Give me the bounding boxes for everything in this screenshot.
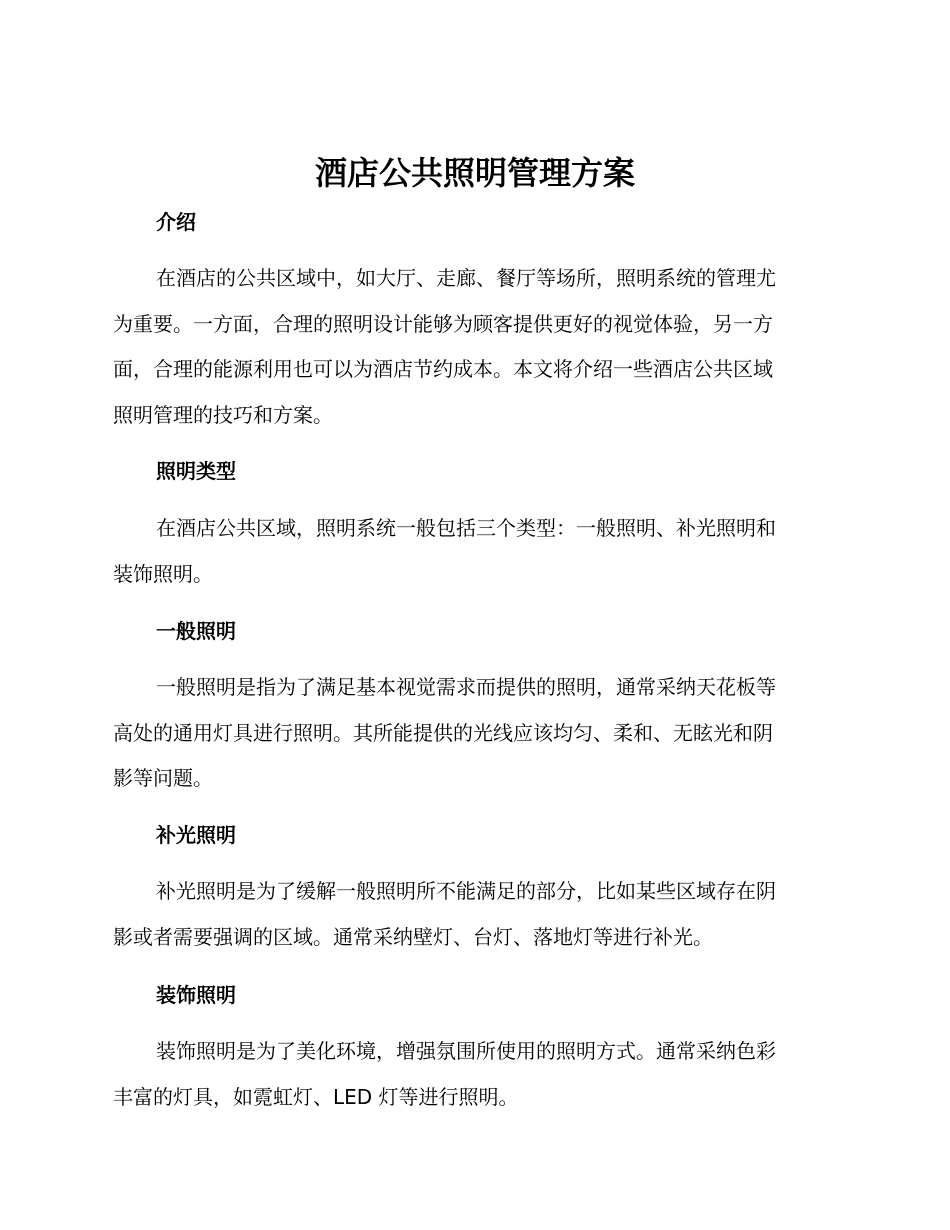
section-heading-fill-lighting: 补光照明 [156, 823, 236, 847]
paragraph-line: 影等问题。 [113, 766, 213, 790]
paragraph-line: 面，合理的能源利用也可以为酒店节约成本。本文将介绍一些酒店公共区域 [113, 357, 773, 381]
document-title: 酒店公共照明管理方案 [314, 154, 635, 192]
paragraph-line: 丰富的灯具，如霓虹灯、LED 灯等进行照明。 [113, 1084, 519, 1109]
paragraph-line: 装饰照明。 [113, 561, 213, 586]
section-paragraph-introduction [113, 256, 838, 438]
section-paragraph-decorative-lighting [113, 1029, 838, 1120]
section-paragraph-general-lighting [113, 665, 838, 802]
section-heading-introduction: 介绍 [156, 210, 196, 234]
section-heading-decorative-lighting: 装饰照明 [156, 983, 236, 1007]
section-heading-lighting-types: 照明类型 [156, 459, 236, 483]
section-paragraph-fill-lighting [113, 869, 838, 960]
paragraph-line: 补光照明是为了缓解一般照明所不能满足的部分，比如某些区域存在阴 [156, 879, 776, 903]
paragraph-line: 影或者需要强调的区域。通常采纳壁灯、台灯、落地灯等进行补光。 [113, 924, 713, 949]
paragraph-line: 高处的通用灯具进行照明。其所能提供的光线应该均匀、柔和、无眩光和阴 [113, 720, 773, 745]
section-heading-general-lighting: 一般照明 [156, 619, 236, 643]
paragraph-line: 为重要。一方面，合理的照明设计能够为顾客提供更好的视觉体验，另一方 [113, 311, 773, 336]
paragraph-line: 一般照明是指为了满足基本视觉需求而提供的照明，通常采纳天花板等 [156, 675, 776, 699]
paragraph-line: 装饰照明是为了美化环境，增强氛围所使用的照明方式。通常采纳色彩 [156, 1039, 776, 1063]
section-paragraph-lighting-types [113, 506, 838, 597]
paragraph-line: 在酒店公共区域，照明系统一般包括三个类型：一般照明、补光照明和 [156, 516, 776, 540]
paragraph-line: 照明管理的技巧和方案。 [113, 402, 333, 427]
paragraph-line: 在酒店的公共区域中，如大厅、走廊、餐厅等场所，照明系统的管理尤 [156, 266, 776, 290]
